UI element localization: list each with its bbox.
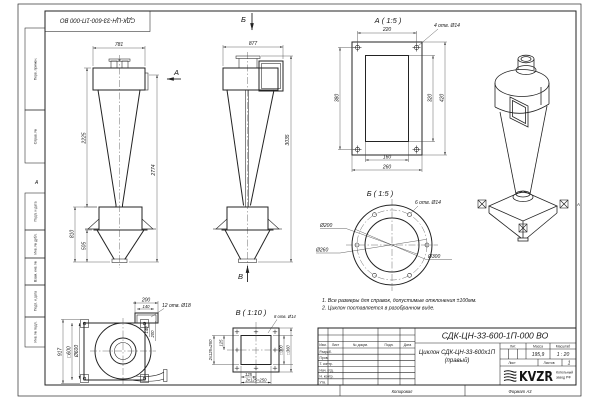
dim-a-left: 380	[334, 93, 341, 103]
dim-a-top: 220	[382, 27, 392, 33]
titleblock-doc-number: СДК-ЦН-33-600-1П-000 ВО	[441, 330, 549, 341]
dim-scroll-140-right: 140	[144, 326, 149, 334]
sheets-value: 1	[567, 360, 571, 367]
dim-front-body-height: 2225	[81, 132, 88, 144]
detail-b-note: 6 отв. Ø14	[415, 200, 441, 206]
note-line-2: 2. Циклон поставляется в разобранном виде.	[322, 305, 435, 312]
detail-b-title: Б ( 1:5 )	[366, 189, 394, 198]
note-line-1: 1. Все размеры для справок, допустимые отклонения ±100мм.	[322, 298, 477, 304]
dim-side-total-height: 3035	[285, 134, 291, 146]
dim-scroll-917: 917	[57, 347, 64, 357]
company-logo	[504, 370, 573, 385]
view-arrow-b-label: Б	[241, 15, 246, 24]
detail-v-title: В ( 1:10 )	[235, 308, 267, 317]
col-list: Лист	[331, 343, 340, 347]
dim-scroll-200-top: 200	[141, 297, 151, 304]
dim-a-right-outer: 420	[439, 93, 446, 103]
zone-marker-right: А	[577, 202, 580, 207]
col-podp: Подп.	[384, 343, 394, 347]
dim-a-bottom-inner: 160	[382, 154, 392, 161]
dim-b-d300: Ø300	[428, 254, 441, 260]
detail-v-note: 8 отв. Ø14	[274, 314, 296, 319]
frame-label-inv-dubl: Инв. № дубл.	[33, 233, 38, 255]
col-data: Дата	[403, 343, 412, 347]
isometric-view	[478, 55, 568, 241]
titleblock-name-line2: (правый)	[444, 358, 470, 364]
copied-label: Копировал	[391, 389, 413, 394]
format-label: Формат А3	[508, 389, 532, 394]
dim-front-hopper-height: 505	[81, 241, 88, 251]
frame-label-perv-primen: Перв. примен.	[33, 57, 38, 81]
frame-label-inv-podl: Инв. № подл.	[33, 321, 38, 343]
dim-v-bottom-250: 2х125=250	[245, 377, 267, 383]
dim-a-bottom-outer: 260	[382, 164, 392, 171]
dim-v-left-125: 125	[218, 339, 224, 347]
label-scale: Масштаб	[555, 344, 571, 349]
view-arrow-a-label: А	[174, 68, 180, 77]
dim-v-left-250: 2х125=250	[208, 339, 213, 361]
front-view	[70, 42, 182, 268]
dim-v-bottom-125: 125	[245, 371, 252, 377]
frame-label-sprav-no: Справ. №	[33, 128, 38, 145]
detail-a-holes	[354, 44, 421, 154]
detail-a-view	[335, 16, 461, 172]
dim-b-d260: Ø260	[316, 247, 329, 254]
label-sheet: Лист	[508, 361, 516, 365]
dim-b-d200: Ø200	[320, 223, 333, 229]
detail-a-title: А ( 1:5 )	[374, 16, 402, 25]
side-view	[213, 13, 293, 282]
view-arrow-v-label: В	[238, 272, 244, 281]
frame-label-podp-data-2: Подп. и дата	[33, 291, 38, 311]
stamp-doc-number: СДК-ЦН-33-600-1П-000 ВО	[59, 16, 136, 23]
title-block	[318, 328, 576, 385]
scroll-view	[58, 298, 191, 385]
detail-v-view	[208, 308, 296, 384]
row-nachotd: Нач. отд.	[319, 368, 334, 373]
dim-scroll-d600: Ø600	[74, 344, 80, 358]
row-prov: Пров.	[319, 355, 329, 360]
frame-label-podp-data-1: Подп. и дата	[33, 201, 38, 222]
dim-front-width: 781	[114, 42, 124, 48]
dim-scroll-200-right: 200	[150, 330, 155, 338]
dim-front-right-height: 2774	[151, 164, 157, 176]
company-line2: завод РФ	[556, 375, 571, 380]
mass-value: 195,9	[531, 352, 545, 358]
dim-scroll-140-top: 140	[142, 303, 150, 309]
scale-value: 1 : 20	[556, 352, 570, 358]
row-razrab: Разраб.	[319, 349, 332, 354]
zone-marker-left: А	[35, 180, 39, 186]
dim-side-width: 877	[248, 41, 258, 47]
row-tkontr: Т. контр.	[319, 362, 333, 367]
detail-a-note: 4 отв. Ø14	[434, 23, 460, 29]
row-nkontr: Н. контр.	[319, 374, 334, 379]
label-mass: Масса	[532, 344, 544, 349]
logo-text: KVZR	[519, 370, 553, 385]
col-doc: № докум.	[353, 343, 368, 347]
dim-a-right-inner: 320	[427, 93, 434, 103]
titleblock-name-line1: Циклон СДК-ЦН-33-600х1П	[418, 350, 496, 356]
dim-v-right-360: □360	[285, 345, 291, 355]
col-izm: Изм.	[319, 343, 327, 347]
scroll-note: 12 отв. Ø18	[162, 303, 191, 309]
dim-v-right-300: □300	[278, 345, 284, 355]
dim-front-bunker-height: 810	[69, 229, 76, 239]
frame-label-vzam-inv: Взам. инв. №	[33, 260, 38, 283]
label-sheets: Листов	[543, 361, 555, 365]
dim-scroll-sq600: □600	[66, 346, 73, 358]
label-lit: Лит.	[509, 344, 517, 349]
row-utv: Утв.	[319, 380, 326, 385]
notes	[321, 298, 477, 312]
detail-b-view	[315, 189, 452, 291]
company-line1: Котельный	[556, 370, 574, 375]
